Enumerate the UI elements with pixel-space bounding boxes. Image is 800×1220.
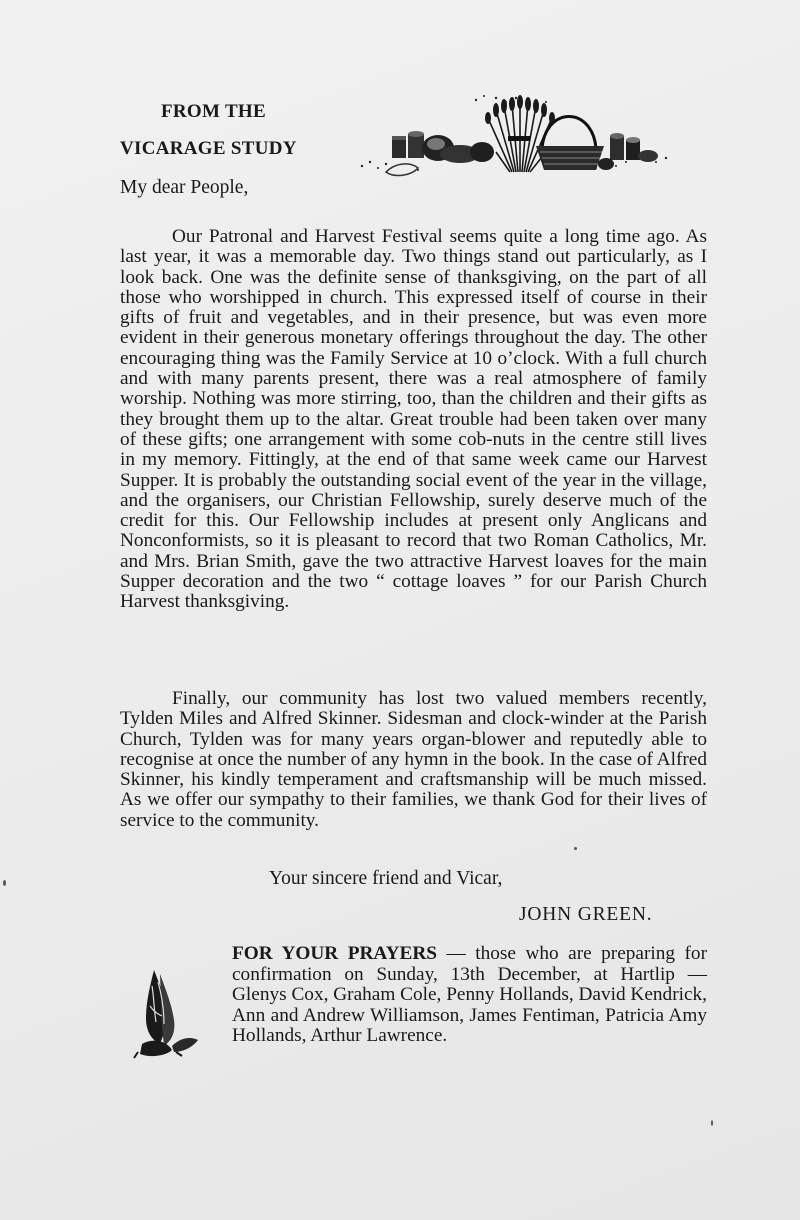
prayers-dash: —	[437, 943, 476, 964]
prayers-heading: FOR YOUR PRAYERS	[232, 943, 438, 964]
section-title-line1: FROM THE	[161, 101, 266, 122]
letter-signature: JOHN GREEN.	[519, 904, 653, 925]
praying-hands-icon	[132, 966, 202, 1060]
harvest-sheaf-basket-icon	[356, 92, 674, 184]
paper-speck	[574, 847, 577, 850]
letter-closing: Your sincere friend and Vicar,	[269, 868, 503, 889]
letter-salutation: My dear People,	[120, 177, 249, 198]
letter-paragraph-2: Finally, our community has lost two valued members recently, Tylden Miles and Alfred Skinner. Sidesman and clock-winder at the Parish Church, Tylden was for many years organ-blower and reputedly able to recognise at once the number of any hymn in the book. In the case of Alfred Skinner, his kindly temperament and craftsmanship will be much missed. As we offer our sympathy to their families, we thank God for their lives of service to the community.	[120, 688, 707, 831]
paper-speck	[711, 1120, 713, 1126]
section-title-line2: VICARAGE STUDY	[120, 138, 297, 159]
paper-speck	[3, 880, 6, 886]
prayers-text: those who are preparing for confirmation on Sunday, 13th December, at Hartlip — Glenys Cox, Graham Cole, Penny Hollands, David Kendrick, Ann and Andrew Williamson, James Fentiman, Patricia Amy Hollands, Arthur Lawrence.	[232, 943, 707, 1046]
letter-paragraph-1: Our Patronal and Harvest Festival seems quite a long time ago. As last year, it was a memorable day. Two things stand out particularly, as I look back. One was the definite sense of thanksgiving, on the part of all those who worshipped in church. This expressed itself of course in their gifts of fruit and vegetables, and in their presence, but was even more evident in their generous monetary offerings throughout the day. The other encouraging thing was the Family Service at 10 o’clock. With a full church and with many parents present, there was a real atmosphere of family worship. Nothing was more stirring, too, than the children and their gifts as they brought them up to the altar. Great trouble had been taken over many of these gifts; one arrangement with some cob-nuts in the centre still lives in my memory. Fittingly, at the end of that same week came our Harvest Supper. It is probably the outstanding social event of the year in the village, and the organisers, our Christian Fellowship, surely deserve much of the credit for this. Our Fellowship includes at present only Anglicans and Nonconformists, so it is pleasant to record that two Roman Catholics, Mr. and Mrs. Brian Smith, gave the two attractive Harvest loaves for the main Supper decoration and the two “ cottage loaves ” for our Parish Church Harvest thanksgiving.	[120, 226, 707, 613]
prayers-notice	[232, 944, 707, 1047]
